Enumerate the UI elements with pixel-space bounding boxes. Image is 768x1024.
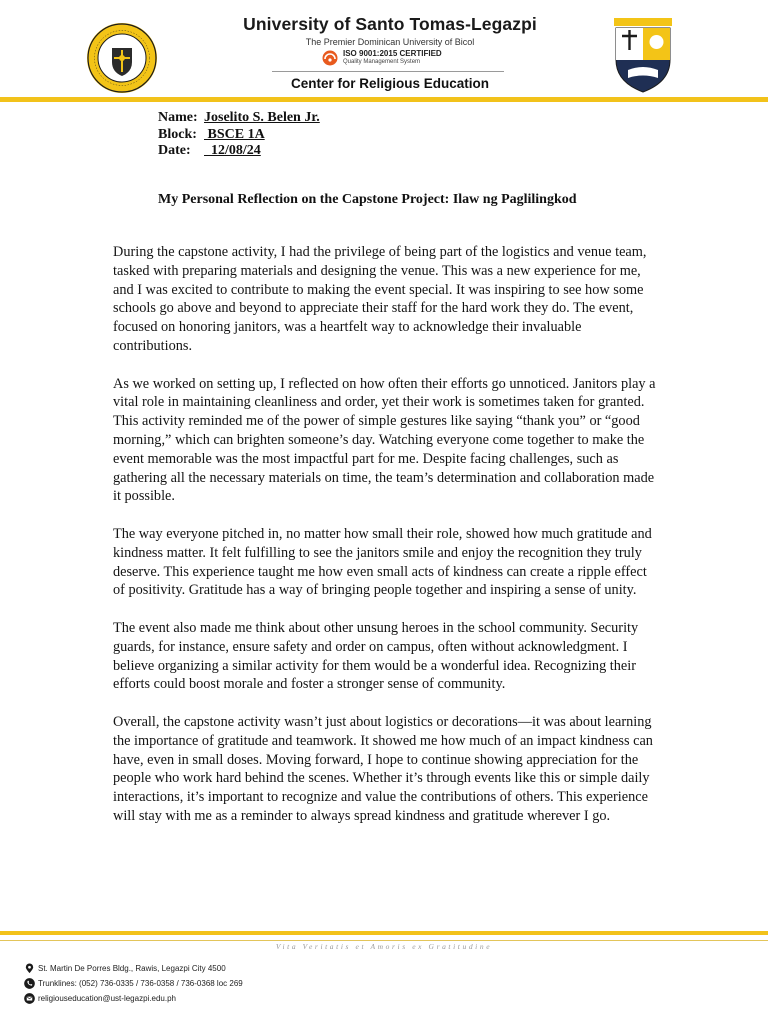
header-divider [272,71,504,72]
letterhead [0,0,768,104]
university-seal-icon [86,22,158,94]
university-tagline: The Premier Dominican University of Bicol [305,37,475,47]
reflection-body [113,243,658,845]
iso-label: ISO 9001:2015 CERTIFIED [343,49,442,58]
date-label: Date: [158,143,191,158]
student-info [158,110,320,160]
paragraph: During the capstone activity, I had the privilege of being part of the logistics and venue team, tasked with preparing materials and designing the venue. This was a new experience for me, and I was excited to contribute to making the event special. It was inspiring to see how some schools go above and beyond to appreciate their staff for the hard work they do. The event, focused on honoring janitors, was a heartfelt way to acknowledge their invaluable contributions. [113,244,647,354]
paragraph: As we worked on setting up, I reflected on how often their efforts go unnoticed. Janitors play a vital role in maintaining cleanliness and order, yet their work is sometimes taken for granted. This activity reminded me of the power of simple gestures like saying “thank you” or “good morning,” which can brighten someone’s day. Watching everyone come together to make the event memorable was the most impactful part for me. Despite facing challenges, such as gathering all the necessary materials on time, the team’s determination and collaboration made it possible. [113,375,656,505]
paragraph: Overall, the capstone activity wasn’t just about logistics or decorations—it was about learning the importance of gratitude and teamwork. It showed me how much of an impact kindness can have, even in small doses. Moving forward, I hope to continue showing appreciation for the people who work hard behind the scenes. Whether it’s through events like this or simple daily interactions, it’s important to recognize and value the contributions of others. This experience will stay with me as a reminder to always spread kindness and gratitude wherever I go. [113,713,653,824]
block-label: Block: [158,126,197,142]
block-row [158,127,320,144]
phone-icon [24,978,35,989]
phone-text: Trunklines: (052) 736-0335 / 736-0358 / 736-0368 loc 269 [38,979,243,988]
name-row [158,110,320,127]
address-row [24,961,243,976]
email-text: religiouseducation@ust-legazpi.edu.ph [38,994,176,1003]
paragraph: The event also made me think about other unsung heroes in the school community. Security guards, for instance, ensure safety and order on campus, often without acknowledgment. I believe organizing a similar activity for them would be a wonderful idea. Recognizing their efforts could boost morale and foster a stronger sense of community. [113,619,639,693]
email-row [24,991,243,1006]
date-row [158,143,320,160]
university-name: University of Santo Tomas-Legazpi [243,14,537,34]
footer-motto: Vita Veritatis et Amoris ex Gratitudine [275,942,493,951]
phone-row [24,976,243,991]
center-name: Center for Religious Education [290,76,490,91]
footer-divider [0,940,768,941]
iso-certification [322,49,442,67]
name-value: Joselito S. Belen Jr. [204,110,320,125]
ust-legazpi-shield-icon [612,16,674,94]
header-accent-bar [0,97,768,102]
date-value: 12/08/24 [204,143,261,158]
address-text: St. Martin De Porres Bldg., Rawis, Legazpi City 4500 [38,964,226,973]
footer-contacts [24,961,243,1006]
name-label: Name: [158,110,198,125]
iso-certified-icon [322,50,338,66]
location-pin-icon [24,963,35,974]
iso-sublabel: Quality Management System [343,59,421,65]
footer-accent-bar [0,931,768,935]
block-value: BSCE 1A [204,126,265,142]
paragraph: The way everyone pitched in, no matter how small their role, showed how much gratitude and kindness matter. It felt fulfilling to see the janitors smile and enjoy the recognition they truly deserve. This experience taught me how even small acts of kindness can create a ripple effect of positivity. Gratitude has a way of bringing people together and inspiring a sense of unity. [113,525,652,599]
email-icon [24,993,35,1004]
document-title: My Personal Reflection on the Capstone Project: Ilaw ng Paglilingkod [158,192,577,207]
